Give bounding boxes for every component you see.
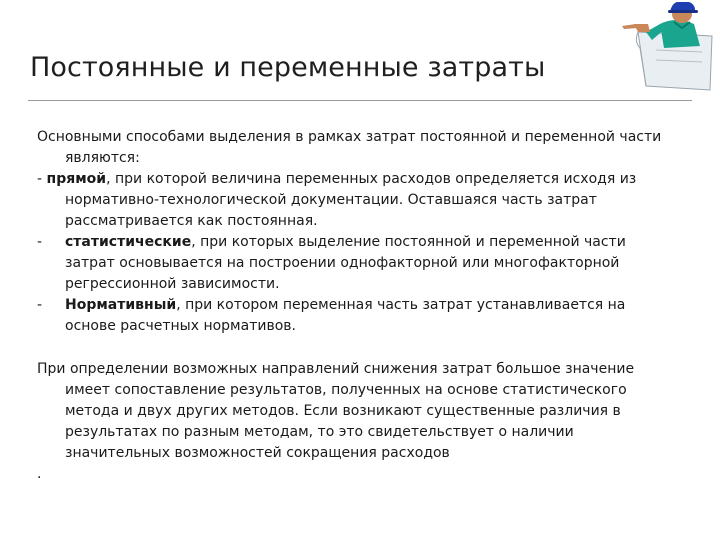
intro-paragraph: Основными способами выделения в рамках затрат постоянной и переменной части являются: [37,129,662,166]
method-description: , при которой величина переменных расходов определяется исходя из нормативно-технологической документации. Оставшаяся часть затрат рассматривается как постоянная. [65,171,637,229]
slide-body [37,127,667,485]
method-term: статистические [65,234,192,250]
method-term: Нормативный [65,297,177,313]
method-description: , при котором переменная часть затрат устанавливается на основе расчетных нормативов. [65,297,626,334]
title-divider [28,100,692,101]
list-dash: - [37,297,43,313]
worker-holding-blueprint-icon [616,2,716,94]
list-dash: - [37,234,43,250]
method-item-normative [37,295,667,337]
method-item-statistical [37,232,667,295]
conclusion-paragraph: При определении возможных направлений снижения затрат большое значение имеет сопоставление результатов, полученных на основе статистического метода и двух других методов. Если возникают существенные различия в результатах по разным методам, то это свидетельствует о наличии значительных возможностей сокращения расходов [37,361,635,461]
method-description: , при которых выделение постоянной и переменной части затрат основывается на построении однофакторной или многофакторной регрессионной зависимости. [65,234,626,292]
slide-title: Постоянные и переменные затраты [30,52,546,83]
list-dash: - [37,171,43,187]
method-term: прямой [46,171,107,187]
method-item-direct [37,169,667,232]
trailing-mark: . [37,466,42,482]
